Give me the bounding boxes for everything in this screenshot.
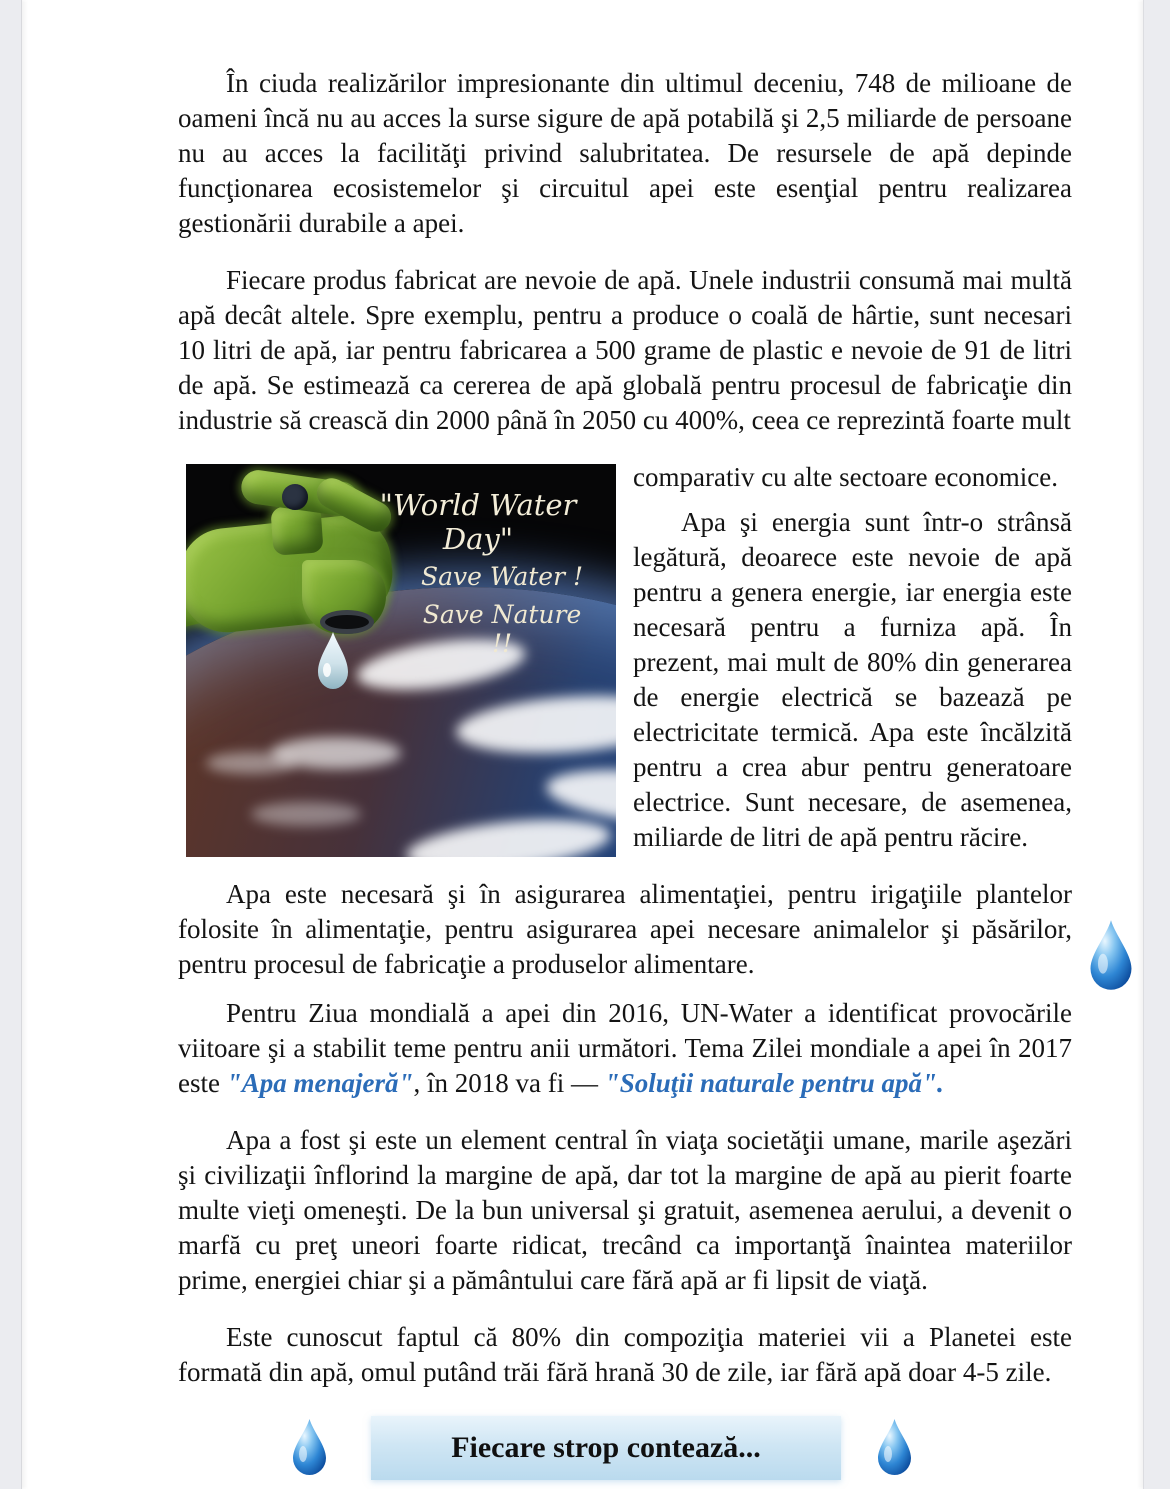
falling-water-drop-icon [316,630,350,692]
world-water-day-illustration [186,464,616,857]
footer-banner-row [178,1416,1072,1488]
tap-knob [282,484,308,510]
themes-mid-text: , în 2018 va fi — [413,1068,605,1098]
paragraph-industry-water: Fiecare produs fabricat are nevoie de apă. Unele industrii consumă mai multă apă decât altele. Spre exemplu, pentru a produce o coală de hârtie, sunt necesari 10 litri de apă, iar pentru fabricarea a 500 grame de plastic e nevoie de 91 de litri de apă. Se estimează ca cererea de apă globală pentru procesul de fabricaţie din industrie să crească din 2000 până în 2050 cu 400%, ceea ce reprezintă foarte mult [178,265,1072,435]
viewer-edge-right [1143,0,1170,1489]
cloud-shape [251,802,361,826]
cloud-shape [206,752,296,774]
image-caption-save-nature: Save Nature !! [422,600,582,658]
water-drop-icon [1088,919,1134,991]
image-caption-save-water: Save Water ! [420,562,584,591]
paragraph-water-civilization: Apa a fost şi este un element central în viaţa societăţii umane, marile aşezări şi civilizaţii înflorind la margine de apă, dar tot la margine de apă au pierit foarte multe vieţi omeneşti. De la bun universal şi gratuit, asemenea aerului, a devenit o marfă cu preţ uneori foarte ridicat, trecând ca importanţă înaintea materiilor prime, energiei chiar şi a pământului care fără apă ar fi lipsit de viaţă. [178,1125,1072,1295]
theme-2017-quote: "Apa menajeră" [226,1068,414,1098]
paragraph-water-access: În ciuda realizărilor impresionante din ultimul deceniu, 748 de milioane de oameni încă nu au acces la surse sigure de apă potabilă şi 2,5 miliarde de persoane nu au acces la facilităţi privind salubritatea. De resursele de apă depinde funcţionarea ecosistemelor şi circuitul apei este esenţial pentru realizarea gestionării durabile a apei. [178,68,1072,238]
image-title: "World Water Day" [379,488,577,556]
themes-text: Pentru Ziua mondială a apei din 2016, UN-Water a identificat provocările viitoare şi a stabilit teme pentru anii următori. Tema Zilei mondiale a apei în 2017 este [178,998,1072,1098]
paragraph-water-energy: Apa şi energia sunt într-o strânsă legătură, deoarece este nevoie de apă pentru a genera energie, iar energia este necesară pentru a furniza apă. În prezent, mai mult de 80% din generarea de energie electrică se bazează pe electricitate termică. Apa este încălzită pentru a crea abur pentru generatoare electrice. Sunt necesare, de asemenea, miliarde de litri de apă pentru răcire. [633,507,1072,852]
water-drop-icon [876,1418,913,1476]
water-drop-icon [291,1418,328,1476]
image-text-wrap-section [178,460,1072,877]
cloud-shape [454,689,616,760]
paragraph-food-water: Apa este necesară şi în asigurarea alimentaţiei, pentru irigaţiile plantelor folosite în alimentaţie, pentru asigurarea apei necesare animalelor şi păsărilor, pentru procesul de fabricaţie a produselor alimentare. [178,879,1072,979]
paragraph-industry-water-continued: comparativ cu alte sectoare economice. [633,462,1059,492]
document-body [178,66,1072,1488]
cloud-shape [404,811,613,857]
theme-2018-quote: "Soluţii naturale pentru apă". [604,1068,944,1098]
paragraph-water-composition: Este cunoscut faptul că 80% din compoziţia materiei vii a Planetei este formată din apă, omul putând trăi fără hrană 30 de zile, iar fără apă doar 4-5 zile. [178,1322,1072,1387]
paragraph-food-row [178,877,1072,982]
viewer-edge-left [0,0,22,1489]
paragraph-world-water-day-themes [178,996,1072,1101]
footer-banner: Fiecare strop contează... [371,1416,841,1480]
